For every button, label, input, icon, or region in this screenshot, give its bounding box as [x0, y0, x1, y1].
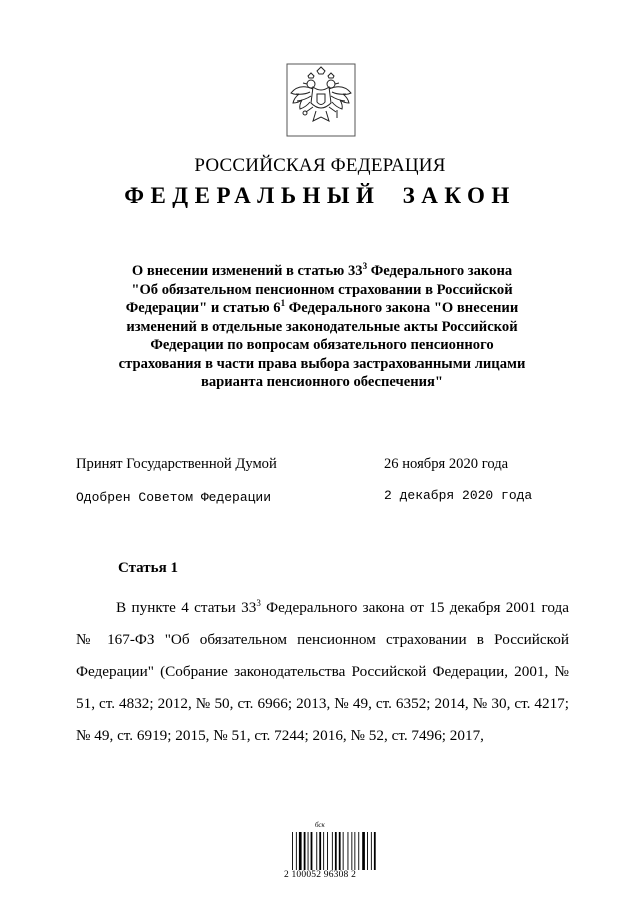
country-heading: РОССИЙСКАЯ ФЕДЕРАЦИЯ — [194, 155, 446, 176]
law-title-text: Федерации" и статью 6 — [125, 300, 281, 316]
council-approval-label: Одобрен Советом Федерации — [76, 490, 272, 505]
council-approval-date: 2 декабря 2020 года — [384, 488, 533, 503]
coat-of-arms-emblem-icon — [286, 63, 356, 137]
duma-adoption-label: Принят Государственной Думой — [76, 456, 277, 472]
article-superscript: 3 — [256, 597, 261, 608]
duma-adoption-date: 26 ноября 2020 года — [384, 456, 509, 472]
law-title-superscript: 1 — [280, 298, 286, 309]
law-title-text: Федерального закона "О внесении — [285, 300, 519, 316]
law-title-text: О внесении изменений в статью 33 — [131, 263, 363, 279]
barcode-mark: бск — [315, 821, 325, 829]
law-title-line: "Об обязательном пенсионном страховании в Российской — [131, 281, 513, 298]
article-text: Федерального закона от 15 декабря 2001 года № 167-ФЗ "Об обязательном пенсионном страховании в Российской Федерации" (Собрание законодательства Российской Федерации, 2001, № 51, ст. 4832; 2012, № 50, ст. 6966; 2013, № 49, ст. 6352; 2014, № 30, ст. 4217; № 49, ст. 6919; 2015, № 51, ст. 7244; 2016, № 52, ст. 7496; 2017, — [76, 599, 569, 744]
law-title-line — [110, 262, 534, 281]
law-title-line: варианта пенсионного обеспечения" — [200, 374, 444, 390]
law-title-line — [110, 299, 534, 318]
article-text: В пункте 4 статьи 33 — [116, 599, 257, 616]
law-title-line: изменений в отдельные законодательные акты Российской — [126, 318, 518, 335]
barcode-digits: 2 100052 96308 2 — [283, 870, 357, 880]
law-type-heading: ФЕДЕРАЛЬНЫЙ ЗАКОН — [124, 183, 516, 208]
law-title-superscript: 3 — [362, 261, 368, 272]
article-heading: Статья 1 — [118, 560, 178, 576]
law-title-text: Федерального закона — [367, 263, 513, 279]
article-paragraph — [76, 592, 569, 752]
law-title-line: страхования в части права выбора застрахованными лицами — [118, 355, 526, 372]
law-title-line: Федерации по вопросам обязательного пенсионного — [150, 337, 494, 353]
article-body — [76, 592, 569, 752]
law-title — [110, 262, 534, 392]
